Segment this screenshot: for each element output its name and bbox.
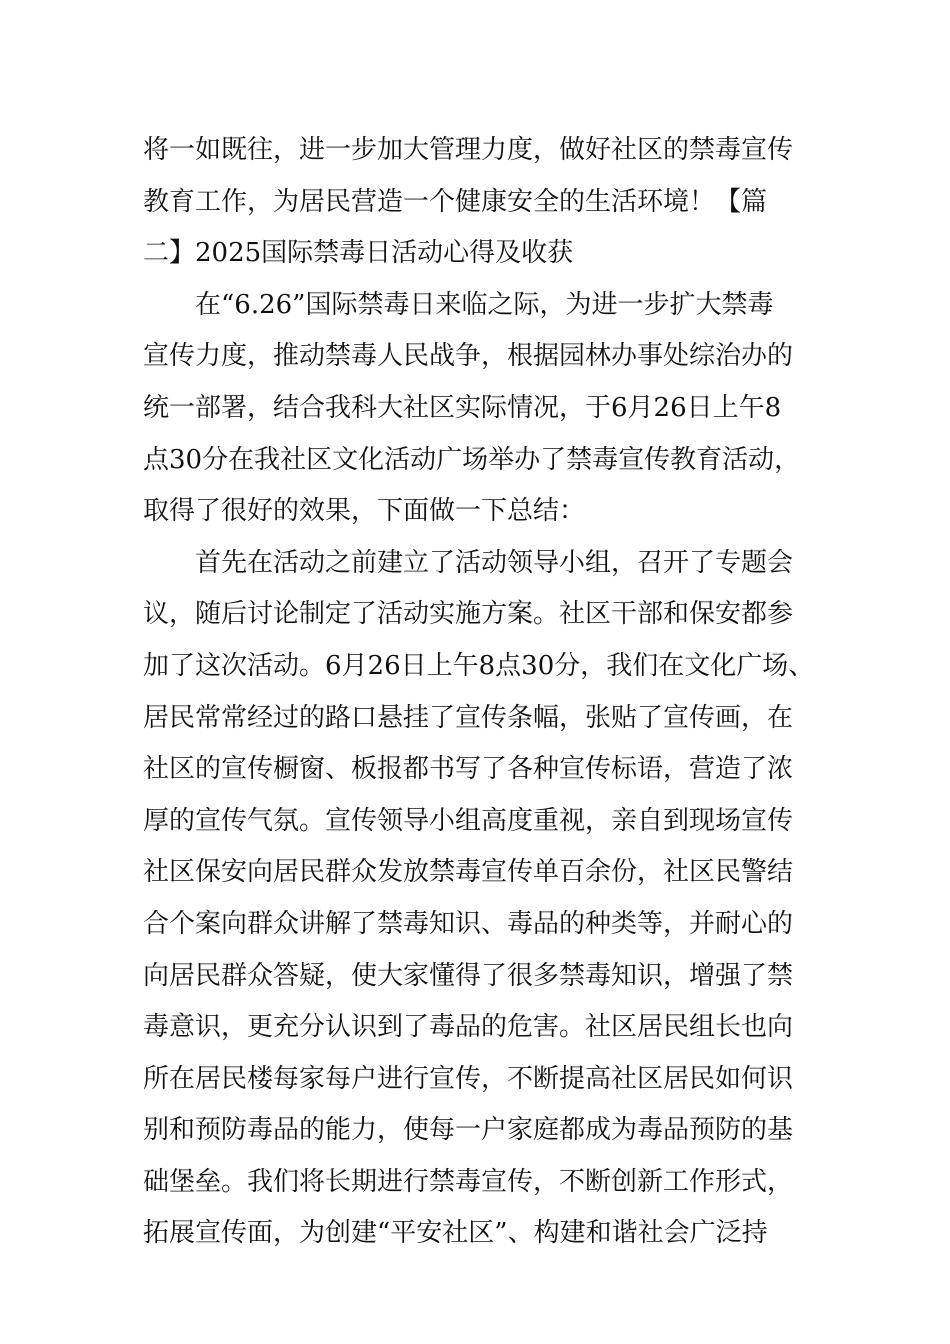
text-line: 所在居民楼每家每户进行宣传，不断提高社区居民如何识: [143, 1063, 794, 1094]
text-line: 础堡垒。我们将长期进行禁毒宣传，不断创新工作形式，: [143, 1166, 794, 1197]
text-line: 拓展宣传面，为创建“平安社区”、构建和谐社会广泛持: [143, 1218, 768, 1249]
text-line: 厚的宣传气氛。宣传领导小组高度重视，亲自到现场宣传: [143, 805, 794, 836]
text-line: 加了这次活动。6月26日上午8点30分，我们在文化广场、: [143, 650, 815, 681]
text-line: 居民常常经过的路口悬挂了宣传条幅，张贴了宣传画，在: [143, 702, 794, 733]
paragraph-first-line: 首先在活动之前建立了活动领导小组，召开了专题会: [195, 547, 794, 578]
paragraph-first-line: 在“6.26”国际禁毒日来临之际，为进一步扩大禁毒: [195, 289, 774, 320]
text-line: 合个案向群众讲解了禁毒知识、毒品的种类等，并耐心的: [143, 908, 794, 939]
document-body: [143, 125, 823, 1260]
text-line: 统一部署，结合我科大社区实际情况，于6月26日上午8: [143, 392, 782, 423]
text-line: 毒意识，更充分认识到了毒品的危害。社区居民组长也向: [143, 1012, 794, 1043]
text-line: 二】2025国际禁毒日活动心得及收获: [143, 238, 574, 269]
text-line: 社区保安向居民群众发放禁毒宣传单百余份，社区民警结: [143, 857, 794, 888]
text-line: 教育工作，为居民营造一个健康安全的生活环境！【篇: [143, 186, 768, 217]
text-line: 向居民群众答疑，使大家懂得了很多禁毒知识，增强了禁: [143, 960, 794, 991]
text-line: 宣传力度，推动禁毒人民战争，根据园林办事处综治办的: [143, 341, 794, 372]
text-line: 将一如既往，进一步加大管理力度，做好社区的禁毒宣传: [143, 135, 794, 165]
text-line: 点30分在我社区文化活动广场举办了禁毒宣传教育活动，: [143, 444, 801, 475]
text-line: 别和预防毒品的能力，使每一户家庭都成为毒品预防的基: [143, 1115, 794, 1146]
text-line: 取得了很好的效果，下面做一下总结：: [143, 496, 586, 527]
text-line: 议，随后讨论制定了活动实施方案。社区干部和保安都参: [143, 599, 794, 630]
text-line: 社区的宣传橱窗、板报都书写了各种宣传标语，营造了浓: [143, 754, 794, 785]
